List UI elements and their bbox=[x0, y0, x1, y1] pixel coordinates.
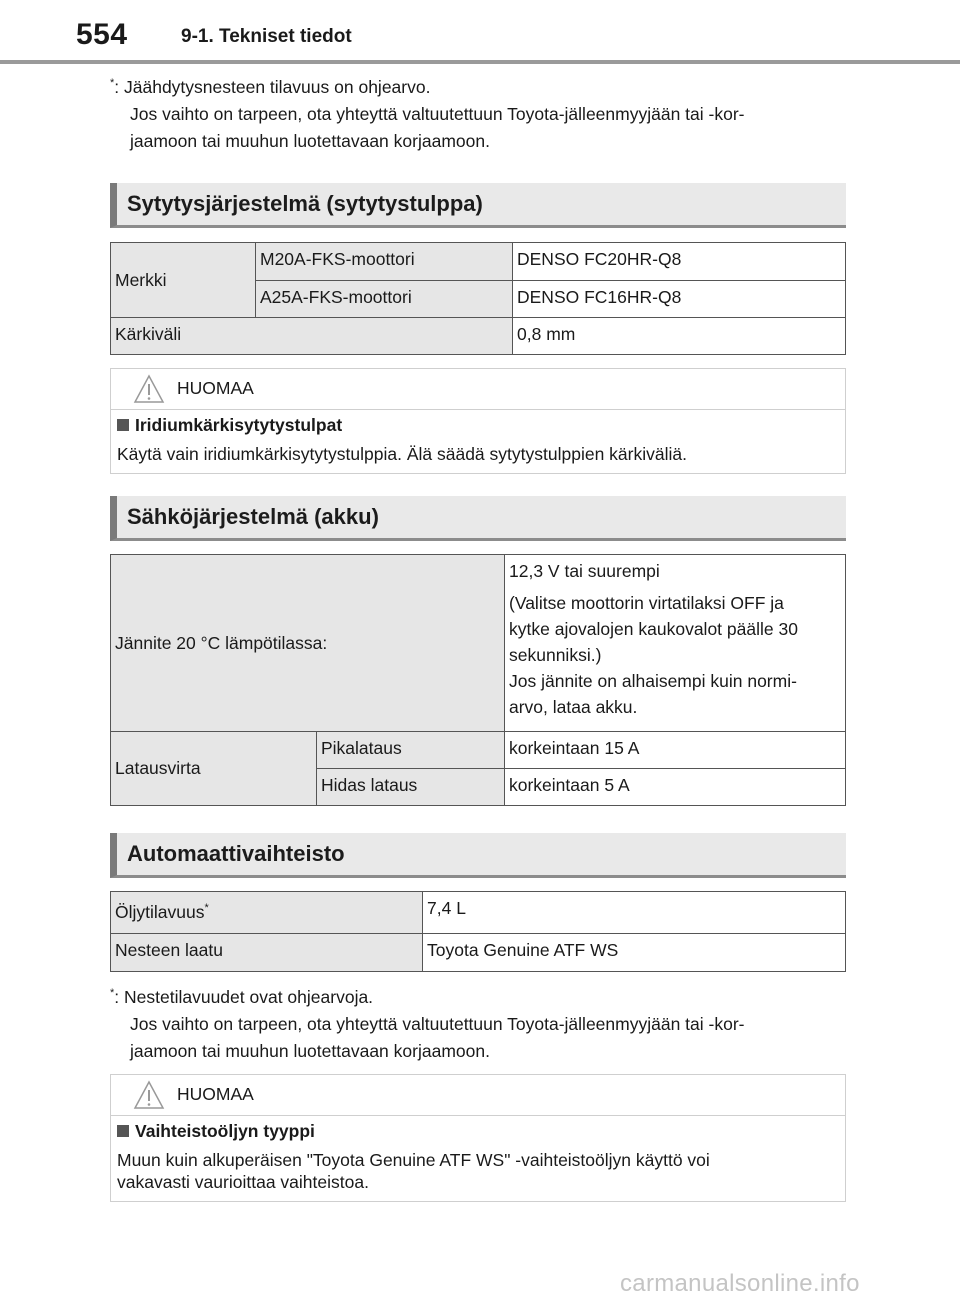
square-bullet-icon bbox=[117, 419, 129, 431]
notice-title: HUOMAA bbox=[177, 1084, 254, 1104]
charge-value: korkeintaan 5 A bbox=[505, 769, 846, 806]
heading-text: Automaattivaihteisto bbox=[127, 841, 345, 866]
section-heading-transmission bbox=[110, 833, 846, 878]
voltage-note: Jos jännite on alhaisempi kuin normi- bbox=[509, 671, 797, 691]
heading-text: Sähköjärjestelmä (akku) bbox=[127, 504, 379, 529]
section-title: 9-1. Tekniset tiedot bbox=[181, 26, 352, 47]
oil-capacity-value: 7,4 L bbox=[423, 892, 846, 934]
charge-label: Latausvirta bbox=[111, 732, 317, 806]
charge-mode: Hidas lataus bbox=[317, 769, 505, 806]
watermark: carmanualsonline.info bbox=[620, 1270, 860, 1297]
notice-line: vakavasti vaurioittaa vaihteistoa. bbox=[117, 1172, 369, 1192]
notice-subheading bbox=[117, 415, 342, 436]
footnote-line: Jos vaihto on tarpeen, ota yhteyttä valtuutettuun Toyota-jälleenmyyjään tai -kor- bbox=[130, 1013, 745, 1034]
warning-triangle-icon bbox=[133, 1079, 165, 1111]
notice-box-spark-plugs bbox=[110, 368, 846, 474]
notice-header bbox=[111, 1075, 845, 1116]
header-rule bbox=[0, 60, 960, 64]
footnote-line: : Jäähdytysnesteen tilavuus on ohjearvo. bbox=[114, 76, 431, 97]
footnote-mark: * bbox=[204, 902, 209, 915]
gap-value: 0,8 mm bbox=[513, 318, 846, 355]
warning-triangle-icon bbox=[133, 373, 165, 405]
footnote-mark: * bbox=[110, 987, 115, 999]
notice-title: HUOMAA bbox=[177, 378, 254, 398]
oil-capacity-label-cell bbox=[111, 892, 423, 934]
fluid-type-value: Toyota Genuine ATF WS bbox=[423, 934, 846, 972]
footnote-line: : Nestetilavuudet ovat ohjearvoja. bbox=[114, 986, 374, 1007]
voltage-note: kytke ajovalojen kaukovalot päälle 30 bbox=[509, 619, 798, 639]
voltage-note: arvo, lataa akku. bbox=[509, 697, 638, 717]
footnote-coolant bbox=[110, 70, 744, 155]
footnote-line: Jos vaihto on tarpeen, ota yhteyttä valtuutettuun Toyota-jälleenmyyjään tai -kor- bbox=[130, 103, 745, 124]
heading-text: Sytytysjärjestelmä (sytytystulppa) bbox=[127, 191, 483, 216]
voltage-note: (Valitse moottorin virtatilaksi OFF ja bbox=[509, 593, 784, 613]
footnote-line: jaamoon tai muuhun luotettavaan korjaamoon. bbox=[130, 130, 490, 151]
voltage-note: sekunniksi.) bbox=[509, 645, 602, 665]
voltage-value-cell bbox=[505, 555, 846, 732]
ignition-table bbox=[110, 242, 846, 355]
engine-cell: M20A-FKS-moottori bbox=[256, 243, 513, 281]
charge-value: korkeintaan 15 A bbox=[505, 732, 846, 769]
charge-mode: Pikalataus bbox=[317, 732, 505, 769]
notice-subheading bbox=[117, 1121, 315, 1142]
square-bullet-icon bbox=[117, 1125, 129, 1137]
notice-text: Käytä vain iridiumkärkisytytystulppia. Älä säädä sytytystulppien kärkiväliä. bbox=[117, 444, 687, 464]
engine-cell: A25A-FKS-moottori bbox=[256, 281, 513, 318]
oil-capacity-label: Öljytilavuus bbox=[115, 902, 205, 922]
brand-label: Merkki bbox=[111, 243, 256, 318]
transmission-table bbox=[110, 891, 846, 972]
plug-cell: DENSO FC16HR-Q8 bbox=[513, 281, 846, 318]
fluid-type-label: Nesteen laatu bbox=[111, 934, 423, 972]
notice-subheading-text: Iridiumkärkisytytystulpat bbox=[135, 415, 343, 435]
notice-header bbox=[111, 369, 845, 410]
section-heading-electrical bbox=[110, 496, 846, 541]
notice-box-transmission-oil bbox=[110, 1074, 846, 1202]
voltage-value: 12,3 V tai suurempi bbox=[509, 561, 660, 581]
page-number: 554 bbox=[76, 18, 128, 51]
footnote-line: jaamoon tai muuhun luotettavaan korjaamoon. bbox=[130, 1040, 490, 1061]
footnote-fluid bbox=[110, 980, 744, 1065]
electrical-table bbox=[110, 554, 846, 806]
voltage-label: Jännite 20 °C lämpötilassa: bbox=[111, 555, 505, 732]
notice-line: Muun kuin alkuperäisen "Toyota Genuine ATF WS" -vaihteistoöljyn käyttö voi bbox=[117, 1150, 710, 1170]
plug-cell: DENSO FC20HR-Q8 bbox=[513, 243, 846, 281]
notice-text bbox=[117, 1149, 835, 1193]
notice-subheading-text: Vaihteistoöljyn tyyppi bbox=[135, 1121, 315, 1141]
section-heading-ignition bbox=[110, 183, 846, 228]
gap-label: Kärkiväli bbox=[111, 318, 513, 355]
footnote-mark: * bbox=[110, 77, 115, 89]
